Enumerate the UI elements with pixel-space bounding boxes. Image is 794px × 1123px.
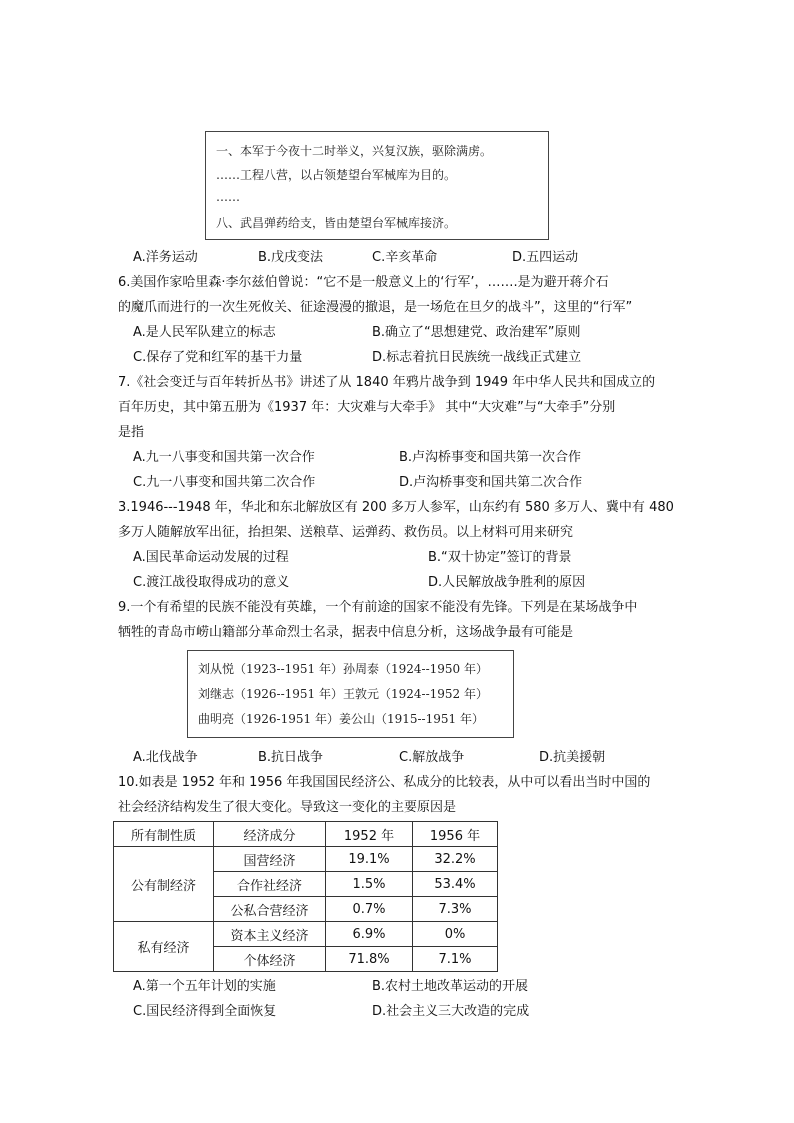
q5-option-d[interactable]: D.五四运动 bbox=[512, 250, 579, 265]
table-header-row bbox=[114, 822, 498, 847]
q6-option-a[interactable]: A.是人民军队建立的标志 bbox=[133, 325, 276, 340]
q5-option-a[interactable]: A.洋务运动 bbox=[133, 250, 198, 265]
q9-martyr-line: 刘从悦（1923--1951 年）孙周泰（1924--1950 年） bbox=[198, 662, 489, 676]
q10-option-b[interactable]: B.农村土地改革运动的开展 bbox=[372, 979, 529, 994]
q7-option-b[interactable]: B.卢沟桥事变和国共第一次合作 bbox=[399, 450, 582, 465]
q9-stem-line: 9.一个有希望的民族不能没有英雄，一个有前途的国家不能没有先锋。下列是在某场战争中 bbox=[118, 600, 638, 615]
q7-option-c[interactable]: C.九一八事变和国共第二次合作 bbox=[133, 475, 316, 490]
q5-quote-line: ……工程八营，以占领楚望台军械库为目的。 bbox=[216, 168, 457, 182]
q7-option-a[interactable]: A.九一八事变和国共第一次合作 bbox=[133, 450, 315, 465]
table-cell: 7.1% bbox=[413, 947, 498, 972]
table-cell: 国营经济 bbox=[214, 847, 326, 872]
q9-option-d[interactable]: D.抗美援朝 bbox=[539, 750, 606, 765]
q9-option-c[interactable]: C.解放战争 bbox=[399, 750, 465, 765]
table-header-cell: 1956 年 bbox=[413, 822, 498, 847]
q8-option-b[interactable]: B.“双十协定”签订的背景 bbox=[428, 550, 572, 565]
table-cell: 公私合营经济 bbox=[214, 897, 326, 922]
q5-quote-line: 八、武昌弹药给支，皆由楚望台军械库接济。 bbox=[216, 216, 457, 230]
q10-stem-line: 10.如表是 1952 年和 1956 年我国国民经济公、私成分的比较表，从中可以看出当时中国的 bbox=[118, 775, 651, 790]
q6-option-c[interactable]: C.保存了党和红军的基干力量 bbox=[133, 350, 303, 365]
q8-option-d[interactable]: D.人民解放战争胜利的原因 bbox=[428, 575, 586, 590]
q8-stem-line: 多万人随解放军出征，抬担架、送粮草、运弹药、救伤员。以上材料可用来研究 bbox=[118, 525, 574, 540]
q6-option-b[interactable]: B.确立了“思想建党、政治建军”原则 bbox=[372, 325, 581, 340]
table-header-cell: 所有制性质 bbox=[114, 822, 214, 847]
table-cell: 个体经济 bbox=[214, 947, 326, 972]
table-cell: 0.7% bbox=[326, 897, 413, 922]
table-cell: 7.3% bbox=[413, 897, 498, 922]
q9-option-b[interactable]: B.抗日战争 bbox=[258, 750, 324, 765]
q6-stem-line: 的魔爪而进行的一次生死攸关、征途漫漫的撤退，是一场危在旦夕的战斗”，这里的“行军” bbox=[118, 300, 633, 315]
table-header-cell: 经济成分 bbox=[214, 822, 326, 847]
q8-option-a[interactable]: A.国民革命运动发展的过程 bbox=[133, 550, 289, 565]
economy-comparison-table bbox=[113, 821, 498, 972]
table-cell: 1.5% bbox=[326, 872, 413, 897]
q10-option-c[interactable]: C.国民经济得到全面恢复 bbox=[133, 1004, 277, 1019]
table-cell: 19.1% bbox=[326, 847, 413, 872]
q9-stem-line: 牺牲的青岛市崂山籍部分革命烈士名录，据表中信息分析，这场战争最有可能是 bbox=[118, 625, 574, 640]
table-group-cell: 私有经济 bbox=[114, 922, 214, 972]
table-header-cell: 1952 年 bbox=[326, 822, 413, 847]
q7-stem-line: 7.《社会变迁与百年转折丛书》讲述了从 1840 年鸦片战争到 1949 年中华人民共和国成立的 bbox=[118, 375, 656, 390]
q6-stem-line: 6.美国作家哈里森·李尔兹伯曾说：“它不是一般意义上的‘行军’，…….是为避开蒋介石 bbox=[118, 275, 609, 290]
q5-quote-line: …… bbox=[216, 190, 240, 204]
table-group-cell: 公有制经济 bbox=[114, 847, 214, 922]
q10-option-a[interactable]: A.第一个五年计划的实施 bbox=[133, 979, 276, 994]
q5-quote-line: 一、本军于今夜十二时举义，兴复汉族，驱除满虏。 bbox=[216, 144, 493, 158]
table-cell: 合作社经济 bbox=[214, 872, 326, 897]
table-cell: 53.4% bbox=[413, 872, 498, 897]
table-cell: 32.2% bbox=[413, 847, 498, 872]
table-cell: 0% bbox=[413, 922, 498, 947]
table-cell: 资本主义经济 bbox=[214, 922, 326, 947]
q9-martyr-box bbox=[187, 650, 514, 738]
q10-stem-line: 社会经济结构发生了很大变化。导致这一变化的主要原因是 bbox=[118, 800, 457, 815]
q6-option-d[interactable]: D.标志着抗日民族统一战线正式建立 bbox=[372, 350, 582, 365]
table-row bbox=[114, 847, 498, 872]
q9-martyr-line: 曲明亮（1926-1951 年）姜公山（1915--1951 年） bbox=[198, 712, 484, 726]
q5-quote-box bbox=[205, 131, 549, 240]
q8-option-c[interactable]: C.渡江战役取得成功的意义 bbox=[133, 575, 290, 590]
q7-stem-line: 百年历史，其中第五册为《1937 年：大灾难与大牵手》 其中“大灾难”与“大牵手”分别 bbox=[118, 400, 616, 415]
q5-option-c[interactable]: C.辛亥革命 bbox=[372, 250, 438, 265]
table-cell: 71.8% bbox=[326, 947, 413, 972]
q9-martyr-line: 刘继志（1926--1951 年）王敦元（1924--1952 年） bbox=[198, 687, 489, 701]
table-cell: 6.9% bbox=[326, 922, 413, 947]
q5-option-b[interactable]: B.戊戌变法 bbox=[258, 250, 324, 265]
q10-option-d[interactable]: D.社会主义三大改造的完成 bbox=[372, 1004, 530, 1019]
q8-stem-line: 3.1946---1948 年，华北和东北解放区有 200 多万人参军，山东约有 580 多万人、冀中有 480 bbox=[118, 500, 674, 515]
q7-stem-line: 是指 bbox=[118, 425, 145, 440]
table-row bbox=[114, 922, 498, 947]
q7-option-d[interactable]: D.卢沟桥事变和国共第二次合作 bbox=[399, 475, 583, 490]
q9-option-a[interactable]: A.北伐战争 bbox=[133, 750, 198, 765]
